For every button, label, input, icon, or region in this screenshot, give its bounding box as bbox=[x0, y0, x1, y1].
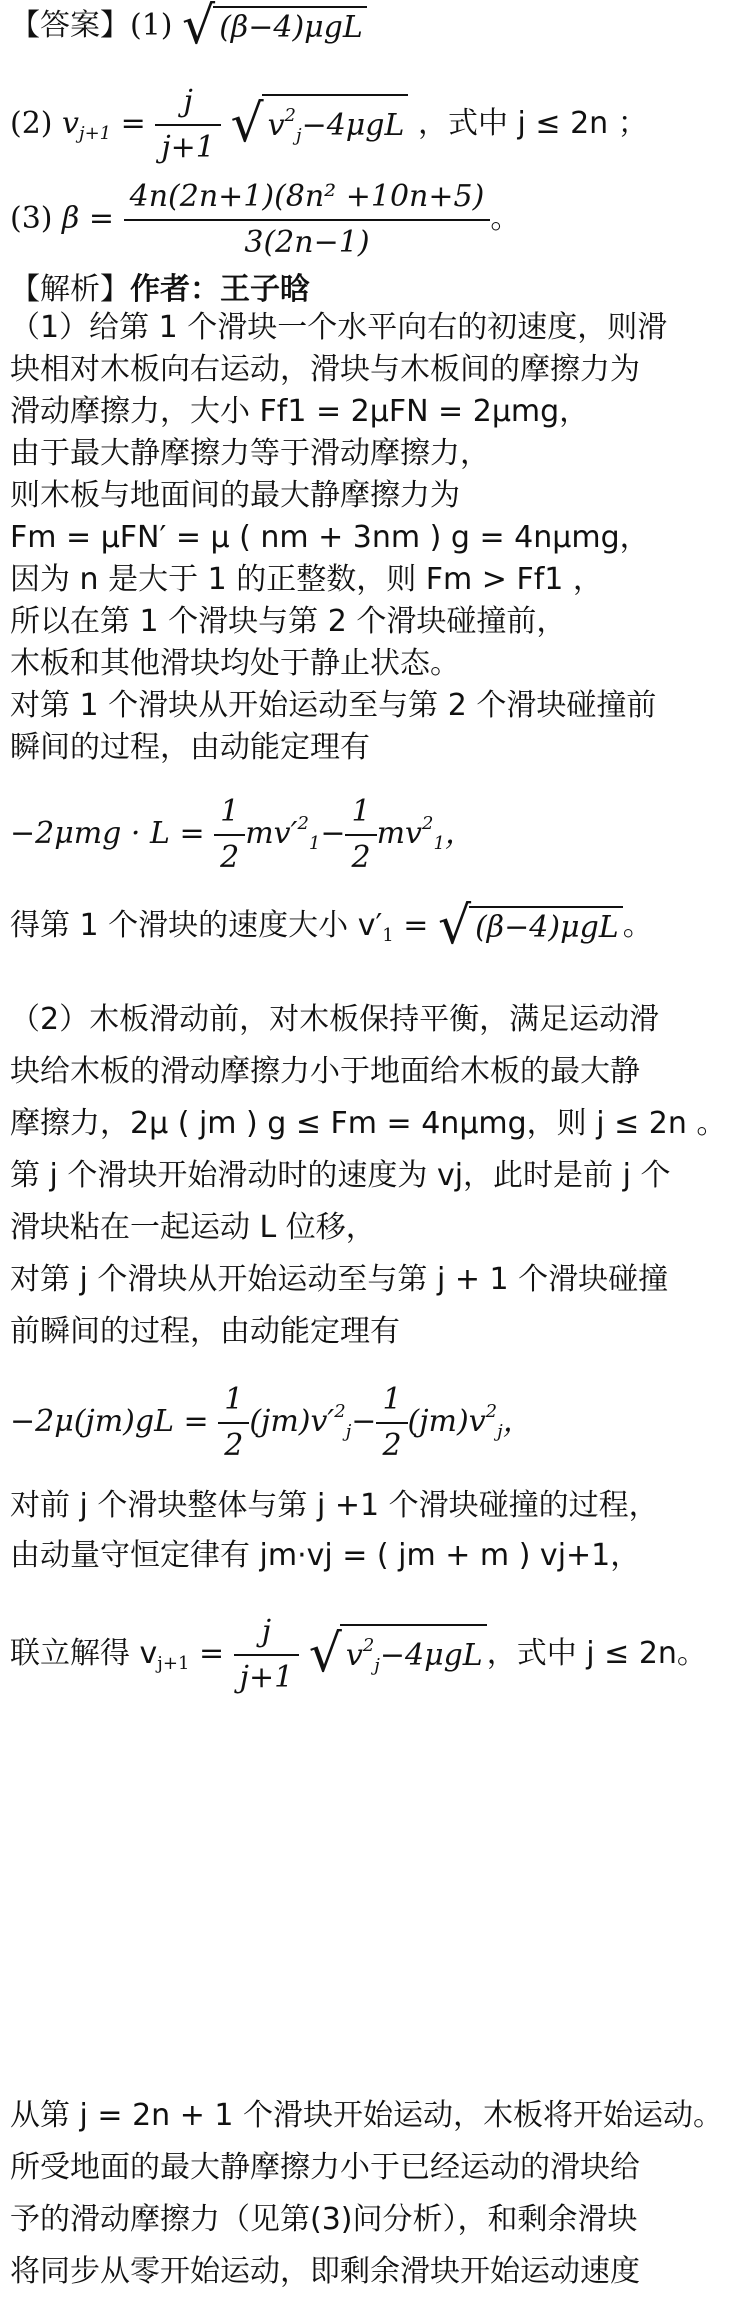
text-line: 对前 j 个滑块整体与第 j +1 个滑块碰撞的过程， bbox=[10, 1488, 659, 1523]
text-line: 从第 j = 2n + 1 个滑块开始运动，木板将开始运动。 bbox=[10, 2098, 724, 2133]
text-line: 则木板与地面间的最大静摩擦力为 bbox=[10, 478, 460, 513]
solve-root: √ $v^2_j-4\mu gL$ bbox=[309, 1624, 487, 1686]
text-line: Fm = μFN′ = μ ( nm + 3nm ) g = 4nμmg， bbox=[10, 520, 650, 555]
answer-part-2-number: (2) bbox=[10, 106, 53, 141]
answer-2-fraction: $\frac{j}{j+1}$ bbox=[155, 80, 221, 170]
speed-root: √ (β−4)μgL bbox=[438, 906, 623, 948]
eq2-half-1: $\frac{1}{2}$ bbox=[218, 1378, 249, 1468]
text-line: 由动量守恒定律有 jm·vj = ( jm + m ) vj+1， bbox=[10, 1538, 641, 1573]
text-line: 对第 1 个滑块从开始运动至与第 2 个滑块碰撞前 bbox=[10, 688, 657, 723]
text-line: 滑动摩擦力，大小 Ff1 = 2μFN = 2μmg， bbox=[10, 394, 590, 429]
speed-line: 得第 1 个滑块的速度大小 $v'_1$ = √ (β−4)μgL 。 bbox=[10, 896, 653, 956]
analysis-header bbox=[10, 270, 310, 310]
text-line: 予的滑动摩擦力（见第(3)问分析），和剩余滑块 bbox=[10, 2202, 638, 2237]
speed-text: 得第 1 个滑块的速度大小 v′ bbox=[10, 908, 383, 943]
text-line: 前瞬间的过程，由动能定理有 bbox=[10, 1314, 400, 1349]
answer-2-lhs: v bbox=[62, 106, 79, 141]
text-line: （2）木板滑动前，对木板保持平衡，满足运动滑 bbox=[10, 1002, 660, 1037]
text-line: 木板和其他滑块均处于静止状态。 bbox=[10, 646, 460, 681]
text-line: （1）给第 1 个滑块一个水平向右的初速度，则滑 bbox=[10, 310, 668, 345]
text-line: 块相对木板向右运动，滑块与木板间的摩擦力为 bbox=[10, 352, 640, 387]
text-line: 由于最大静摩擦力等于滑动摩擦力， bbox=[10, 436, 490, 471]
answer-3-lhs: β = bbox=[62, 201, 115, 236]
answer-line-2: (2) $v_{j+1}$ = $\frac{j}{j+1}$ √ $v^2_j-4\mu gL$ ，式中 j ≤ 2n ； bbox=[10, 80, 648, 170]
text-line: 滑块粘在一起运动 L 位移， bbox=[10, 1210, 376, 1245]
text-line: 所以在第 1 个滑块与第 2 个滑块碰撞前， bbox=[10, 604, 567, 639]
answer-3-end: 。 bbox=[490, 201, 521, 236]
answer-line-1 bbox=[10, 0, 367, 56]
answer-2-note: ，式中 j ≤ 2n ； bbox=[417, 106, 648, 141]
text-line: 块给木板的滑动摩擦力小于地面给木板的最大静 bbox=[10, 1054, 640, 1089]
analysis-label: 【解析】 bbox=[10, 272, 130, 307]
text-line: 第 j 个滑块开始滑动时的速度为 vj，此时是前 j 个 bbox=[10, 1158, 671, 1193]
equation-1: −2μmg · L = $\frac{1}{2}$ $mv'^2_1-$ $\frac{1}{2}$ $mv^2_1$， bbox=[10, 790, 475, 880]
author-credit: 作者：王子晗 bbox=[130, 272, 310, 307]
answer-line-3 bbox=[10, 175, 520, 265]
text-line: 瞬间的过程，由动能定理有 bbox=[10, 730, 370, 765]
solve-note: ，式中 j ≤ 2n。 bbox=[486, 1636, 707, 1671]
equation-2: −2μ(jm)gL = $\frac{1}{2}$ $(jm)v'^2_j-$ $\frac{1}{2}$ $(jm)v^2_j$， bbox=[10, 1378, 533, 1468]
solve-fraction: $\frac{j}{j+1}$ bbox=[234, 1610, 300, 1700]
text-line: 因为 n 是大于 1 的正整数，则 Fm > Ff1 ， bbox=[10, 562, 603, 597]
answer-2-root: √ $v^2_j-4\mu gL$ bbox=[230, 94, 408, 156]
answer-3-fraction: $\frac{\text{4n(2n+1)(8n² +10n+5)}}{3(2n-1)}$ bbox=[124, 175, 491, 265]
answer-part-3-number: (3) bbox=[10, 201, 53, 236]
answer-1-root: √ (β−4)μgL bbox=[182, 6, 367, 48]
eq1-left: −2μmg · L = bbox=[10, 816, 205, 851]
text-line: 将同步从零开始运动，即剩余滑块开始运动速度 bbox=[10, 2254, 640, 2289]
solve-prefix: 联立解得 v bbox=[10, 1636, 158, 1671]
text-line: 所受地面的最大静摩擦力小于已经运动的滑块给 bbox=[10, 2150, 640, 2185]
text-line: 对第 j 个滑块从开始运动至与第 j + 1 个滑块碰撞 bbox=[10, 1262, 669, 1297]
text-line: 摩擦力，2μ ( jm ) g ≤ Fm = 4nμmg，则 j ≤ 2n 。 bbox=[10, 1106, 727, 1141]
answer-label: 【答案】 bbox=[10, 8, 130, 43]
eq2-left: −2μ(jm)gL = bbox=[10, 1404, 209, 1439]
eq1-half-2: $\frac{1}{2}$ bbox=[345, 790, 376, 880]
answer-2-lhs-sub: j+1 bbox=[79, 123, 112, 144]
solve-line: 联立解得 $v_{j+1}$ = $\frac{j}{j+1}$ √ $v^2_j-4\mu gL$ ，式中 j ≤ 2n。 bbox=[10, 1610, 707, 1700]
eq1-half-1: $\frac{1}{2}$ bbox=[214, 790, 245, 880]
eq2-half-2: $\frac{1}{2}$ bbox=[376, 1378, 407, 1468]
answer-part-1-number: (1) bbox=[130, 8, 173, 43]
